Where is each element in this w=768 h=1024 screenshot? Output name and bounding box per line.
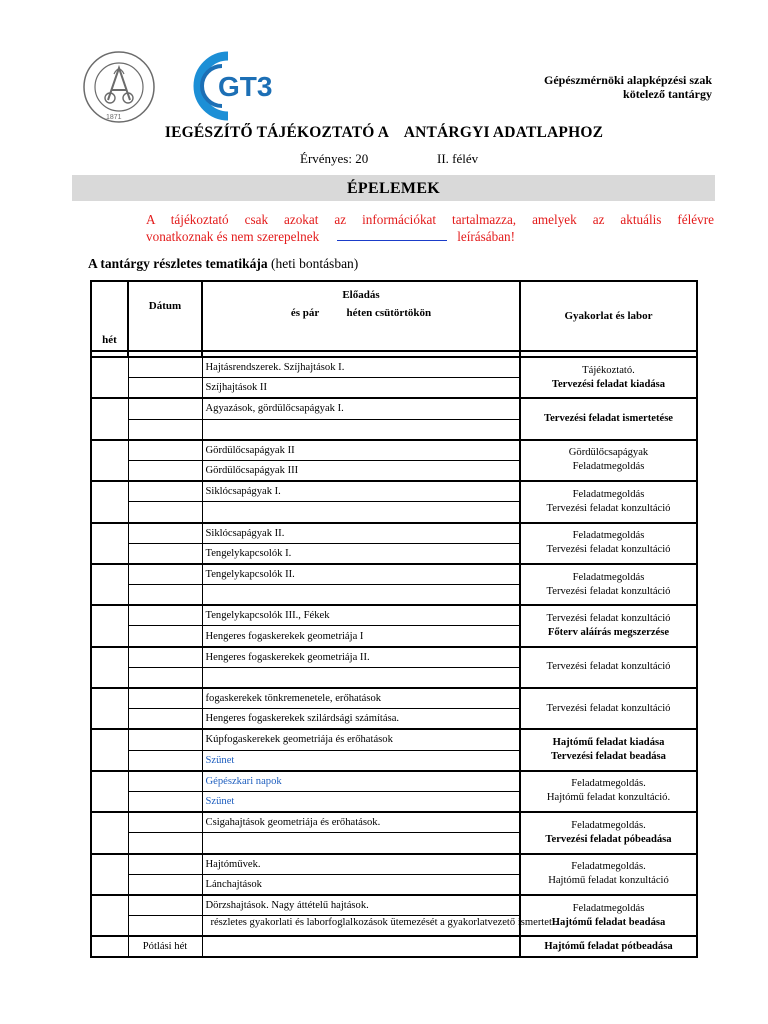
table-row [91,357,697,378]
lecture-topic: Gördülőcsapágyak II [202,440,520,461]
lab-cell [520,812,697,853]
schedule-table [90,280,698,958]
lecture-topic: Kúpfogaskerekek geometriája és erőhatások [202,729,520,750]
table-row [91,729,697,750]
week-number-cell [91,854,128,895]
week-number-cell [91,936,128,957]
lab-line1: Feladatmegoldás [572,571,645,583]
date-cell [128,771,202,792]
course-title-band: ÉPELEMEK [72,175,715,201]
lecture-topic [202,502,520,523]
lab-line1: Tervezési feladat konzultáció [546,612,671,624]
table-row [91,688,697,709]
date-cell [128,833,202,854]
week-number-cell [91,564,128,605]
date-cell [128,874,202,895]
lecture-topic: Szünet [202,791,520,812]
lab-line2: Tervezési feladat póbeadása [545,833,672,845]
lab-line2: Tervezési feladat konzultáció [546,661,671,673]
lab-cell [520,523,697,564]
lab-line2: Feladatmegoldás [572,461,645,473]
date-cell [128,854,202,875]
lab-cell [520,647,697,688]
date-cell [128,481,202,502]
week-number-cell [91,523,128,564]
notice-line2-end: leírásában! [457,229,516,244]
lecture-topic [202,585,520,606]
lab-cell [520,398,697,439]
lecture-topic: Tengelykapcsolók III., Fékek [202,605,520,626]
table-row [91,812,697,833]
date-cell [128,688,202,709]
date-cell [128,419,202,440]
makeup-week-label: Pótlási hét [128,936,202,957]
program-header [544,73,712,101]
lab-line1: Feladatmegoldás [572,530,645,542]
table-header-row [91,281,697,351]
semester-label: II. félév [437,151,479,166]
lecture-topic: Hengeres fogaskerekek geometriája II. [202,647,520,668]
lab-line1: Feladatmegoldás. [571,861,646,873]
lab-cell [520,854,697,895]
table-row [91,523,697,544]
week-number-cell [91,771,128,812]
lab-line2: Tervezési feladat konzultáció [546,702,671,714]
date-cell [128,523,202,544]
col-header-datum: Dátum [128,281,202,351]
makeup-week-row [91,936,697,957]
col-header-lab: Gyakorlat és labor [520,281,697,351]
date-cell [128,585,202,606]
date-cell [128,398,202,419]
lab-line1: Tájékoztató. [582,364,635,376]
lecture-topic: Tengelykapcsolók I. [202,543,520,564]
lab-line2: Tervezési feladat ismertetése [543,413,674,425]
table-row [91,605,697,626]
lab-cell [520,481,697,522]
date-cell [128,502,202,523]
lab-line1: Feladatmegoldás [572,902,645,914]
date-cell [128,440,202,461]
lab-cell [520,564,697,605]
week-number-cell [91,605,128,646]
week-number-cell [91,647,128,688]
date-cell [128,378,202,399]
table-row [91,771,697,792]
lecture-topic [202,936,520,957]
lab-line2: Tervezési feladat konzultáció [546,544,671,556]
lab-line2: Tervezési feladat beadása [551,751,666,763]
lab-line2: Tervezési feladat kiadása [551,378,666,390]
lecture-topic [202,419,520,440]
lab-line2: Hajtómű feladat konzultáció [548,875,669,887]
title-part1: IEGÉSZÍTŐ TÁJÉKOZTATÓ A [164,124,389,141]
lecture-topic [202,833,520,854]
gt3-logo [188,50,282,122]
date-cell [128,647,202,668]
document-title [0,124,768,142]
lab-line2: Hajtómű feladat konzultáció. [546,792,671,804]
date-cell [128,729,202,750]
table-row [91,564,697,585]
lab-cell [520,771,697,812]
lab-line1: Feladatmegoldás. [571,778,646,790]
week-number-cell [91,398,128,439]
validity-label: Érvényes: 20 [300,151,369,166]
lab-line2: Főterv aláírás megszerzése [547,626,670,638]
lab-cell [520,605,697,646]
date-cell [128,895,202,916]
week-number-cell [91,440,128,481]
week-number-cell [91,729,128,770]
table-row [91,895,697,916]
lab-line2: Tervezési feladat konzultáció [546,502,671,514]
date-cell [128,357,202,378]
date-cell [128,626,202,647]
lecture-topic: Hajtóművek. [202,854,520,875]
lab-cell [520,895,697,936]
table-row [91,398,697,419]
title-part2: ANTÁRGYI ADATLAPHOZ [403,124,604,141]
lecture-topic: Gépészkari napok [202,771,520,792]
lecture-topic: Siklócsapágyak I. [202,481,520,502]
section-title [88,256,358,272]
col-header-eloadas [202,281,520,351]
lecture-topic: Hajtásrendszerek. Szíjhajtások I. [202,357,520,378]
table-row [91,854,697,875]
lecture-topic: Siklócsapágyak II. [202,523,520,544]
lecture-topic: Lánchajtások [202,874,520,895]
week-number-cell [91,481,128,522]
lecture-topic: Dörzshajtások. Nagy áttételű hajtások. [202,895,520,916]
lab-cell [520,440,697,481]
lecture-topic: Hengeres fogaskerekek szilárdsági számítása. [202,709,520,730]
lab-cell [520,729,697,770]
date-cell [128,460,202,481]
notice-line2-start: vonatkoznak és nem szerepelnek [146,229,320,244]
col-header-eloadas-line1: Előadás [342,289,380,301]
table-row [91,481,697,502]
lecture-topic: Csigahajtások geometriája és erőhatások. [202,812,520,833]
week-number-cell [91,812,128,853]
date-cell [128,564,202,585]
lecture-topic: Agyazások, gördülőcsapágyak I. [202,398,520,419]
lecture-topic: Gördülőcsapágyak III [202,460,520,481]
week-number-cell [91,357,128,398]
lab-line1: Gördülőcsapágyak [568,447,649,459]
lecture-topic: fogaskerekek tönkremenetele, erőhatások [202,688,520,709]
table-row [91,440,697,461]
faculty-seal-logo [82,50,156,124]
notice-text [146,212,714,245]
col-header-eloadas-line2: és pár héten csütörtökön [290,307,432,319]
lecture-topic: Tengelykapcsolók II. [202,564,520,585]
section-title-normal: (heti bontásban) [270,256,359,271]
lecture-topic: Hengeres fogaskerekek geometriája I [202,626,520,647]
date-cell [128,791,202,812]
lab-cell [520,357,697,398]
section-title-bold: A tantárgy részletes tematikája [88,256,268,271]
lab-line2: Hajtómű feladat beadása [551,916,666,928]
date-cell [128,750,202,771]
table-row [91,647,697,668]
gt3-logo-text: GT3 [218,71,273,102]
lab-cell [520,688,697,729]
lab-line1: Hajtómű feladat kiadása [552,737,665,749]
date-cell [128,543,202,564]
footnote: részletes gyakorlati és laborfoglalkozások ütemezését a gyakorlatvezető ismerteti. [210,917,558,928]
col-header-het: hét [91,281,128,351]
program-name: Gépészmérnöki alapképzési szak [544,73,712,87]
notice-line1: A tájékoztató csak azokat az információkat tartalmazza, amelyek az aktuális félévre [146,212,714,227]
lecture-topic: Szíjhajtások II [202,378,520,399]
lecture-topic [202,667,520,688]
lecture-topic: Szünet [202,750,520,771]
lab-line1: Feladatmegoldás [572,488,645,500]
course-type: kötelező tantárgy [623,87,712,101]
lab-line2: Tervezési feladat konzultáció [546,585,671,597]
notice-blank-field [337,228,447,241]
date-cell [128,709,202,730]
makeup-lab: Hajtómű feladat pótbeadása [520,936,697,957]
date-cell [128,605,202,626]
seal-year: 1871 [106,114,122,121]
week-number-cell [91,895,128,936]
week-number-cell [91,688,128,729]
date-cell [128,667,202,688]
date-cell [128,812,202,833]
lab-line1: Feladatmegoldás. [571,819,646,831]
